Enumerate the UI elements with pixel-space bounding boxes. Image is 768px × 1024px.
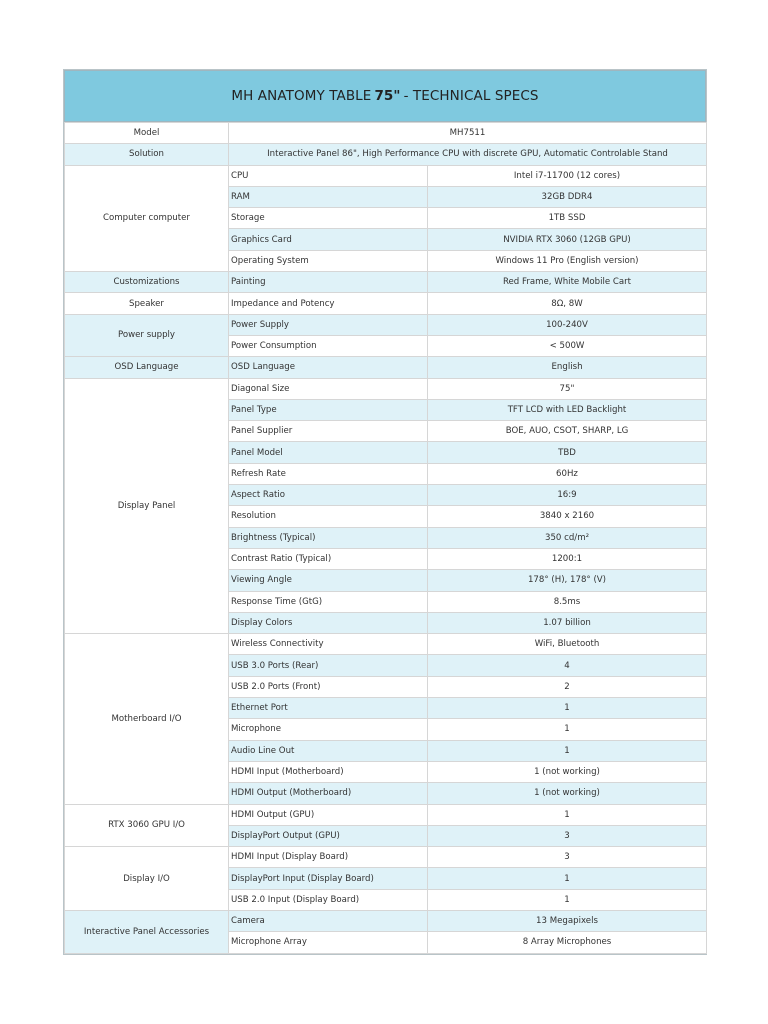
table-row bbox=[65, 634, 707, 655]
solution-value: Interactive Panel 86", High Performance CPU with discrete GPU, Automatic Controlable Stand bbox=[229, 144, 707, 165]
category-cell: Interactive Panel Accessories bbox=[65, 910, 229, 953]
value-cell: 13 Megapixels bbox=[428, 910, 707, 931]
parameter-cell: Ethernet Port bbox=[229, 698, 428, 719]
value-cell: 100-240V bbox=[428, 314, 707, 335]
parameter-cell: Microphone Array bbox=[229, 932, 428, 953]
value-cell: WiFi, Bluetooth bbox=[428, 634, 707, 655]
value-cell: 3840 x 2160 bbox=[428, 506, 707, 527]
model-label: Model bbox=[65, 123, 229, 144]
value-cell: TFT LCD with LED Backlight bbox=[428, 399, 707, 420]
value-cell: 178° (H), 178° (V) bbox=[428, 570, 707, 591]
title-prefix: MH ANATOMY TABLE bbox=[231, 88, 372, 104]
parameter-cell: USB 2.0 Ports (Front) bbox=[229, 676, 428, 697]
table-row bbox=[65, 847, 707, 868]
table-row bbox=[65, 272, 707, 293]
table-row bbox=[65, 314, 707, 335]
category-cell: OSD Language bbox=[65, 357, 229, 378]
value-cell: 1 bbox=[428, 719, 707, 740]
parameter-cell: HDMI Input (Motherboard) bbox=[229, 761, 428, 782]
parameter-cell: Diagonal Size bbox=[229, 378, 428, 399]
parameter-cell: Painting bbox=[229, 272, 428, 293]
parameter-cell: Power Supply bbox=[229, 314, 428, 335]
value-cell: 3 bbox=[428, 847, 707, 868]
value-cell: 1.07 billion bbox=[428, 612, 707, 633]
value-cell: 2 bbox=[428, 676, 707, 697]
value-cell: 1 bbox=[428, 740, 707, 761]
category-cell: Customizations bbox=[65, 272, 229, 293]
parameter-cell: Microphone bbox=[229, 719, 428, 740]
value-cell: 1TB SSD bbox=[428, 208, 707, 229]
category-cell: Display I/O bbox=[65, 847, 229, 911]
category-cell: Speaker bbox=[65, 293, 229, 314]
table-row bbox=[65, 378, 707, 399]
parameter-cell: Viewing Angle bbox=[229, 570, 428, 591]
parameter-cell: Panel Model bbox=[229, 442, 428, 463]
value-cell: Windows 11 Pro (English version) bbox=[428, 250, 707, 271]
parameter-cell: Contrast Ratio (Typical) bbox=[229, 548, 428, 569]
value-cell: 8Ω, 8W bbox=[428, 293, 707, 314]
value-cell: 8 Array Microphones bbox=[428, 932, 707, 953]
spec-table bbox=[64, 122, 707, 954]
value-cell: TBD bbox=[428, 442, 707, 463]
parameter-cell: Power Consumption bbox=[229, 335, 428, 356]
table-row bbox=[65, 357, 707, 378]
value-cell: 1 (not working) bbox=[428, 783, 707, 804]
value-cell: Intel i7-11700 (12 cores) bbox=[428, 165, 707, 186]
value-cell: 1 bbox=[428, 889, 707, 910]
value-cell: 1 bbox=[428, 698, 707, 719]
parameter-cell: Display Colors bbox=[229, 612, 428, 633]
parameter-cell: Graphics Card bbox=[229, 229, 428, 250]
title-size: 75" bbox=[374, 88, 401, 104]
parameter-cell: Panel Type bbox=[229, 399, 428, 420]
parameter-cell: Camera bbox=[229, 910, 428, 931]
value-cell: 1 bbox=[428, 804, 707, 825]
parameter-cell: HDMI Output (GPU) bbox=[229, 804, 428, 825]
parameter-cell: Refresh Rate bbox=[229, 463, 428, 484]
value-cell: English bbox=[428, 357, 707, 378]
parameter-cell: RAM bbox=[229, 186, 428, 207]
solution-row bbox=[65, 144, 707, 165]
model-value: MH7511 bbox=[229, 123, 707, 144]
table-row bbox=[65, 165, 707, 186]
parameter-cell: CPU bbox=[229, 165, 428, 186]
parameter-cell: Impedance and Potency bbox=[229, 293, 428, 314]
parameter-cell: Panel Supplier bbox=[229, 421, 428, 442]
parameter-cell: Operating System bbox=[229, 250, 428, 271]
parameter-cell: OSD Language bbox=[229, 357, 428, 378]
value-cell: 16:9 bbox=[428, 485, 707, 506]
value-cell: 1200:1 bbox=[428, 548, 707, 569]
parameter-cell: Resolution bbox=[229, 506, 428, 527]
category-cell: RTX 3060 GPU I/O bbox=[65, 804, 229, 847]
parameter-cell: Aspect Ratio bbox=[229, 485, 428, 506]
spec-sheet bbox=[63, 69, 707, 955]
parameter-cell: Brightness (Typical) bbox=[229, 527, 428, 548]
parameter-cell: Response Time (GtG) bbox=[229, 591, 428, 612]
parameter-cell: DisplayPort Output (GPU) bbox=[229, 825, 428, 846]
category-cell: Motherboard I/O bbox=[65, 634, 229, 804]
category-cell: Display Panel bbox=[65, 378, 229, 634]
value-cell: 1 (not working) bbox=[428, 761, 707, 782]
parameter-cell: Wireless Connectivity bbox=[229, 634, 428, 655]
solution-label: Solution bbox=[65, 144, 229, 165]
category-cell: Power supply bbox=[65, 314, 229, 357]
page-title bbox=[64, 70, 706, 122]
value-cell: 350 cd/m² bbox=[428, 527, 707, 548]
parameter-cell: USB 2.0 Input (Display Board) bbox=[229, 889, 428, 910]
value-cell: 60Hz bbox=[428, 463, 707, 484]
title-suffix: - TECHNICAL SPECS bbox=[403, 88, 539, 104]
parameter-cell: DisplayPort Input (Display Board) bbox=[229, 868, 428, 889]
value-cell: 1 bbox=[428, 868, 707, 889]
parameter-cell: USB 3.0 Ports (Rear) bbox=[229, 655, 428, 676]
value-cell: NVIDIA RTX 3060 (12GB GPU) bbox=[428, 229, 707, 250]
value-cell: BOE, AUO, CSOT, SHARP, LG bbox=[428, 421, 707, 442]
value-cell: Red Frame, White Mobile Cart bbox=[428, 272, 707, 293]
parameter-cell: HDMI Output (Motherboard) bbox=[229, 783, 428, 804]
model-row bbox=[65, 123, 707, 144]
table-row bbox=[65, 910, 707, 931]
parameter-cell: HDMI Input (Display Board) bbox=[229, 847, 428, 868]
parameter-cell: Audio Line Out bbox=[229, 740, 428, 761]
value-cell: 3 bbox=[428, 825, 707, 846]
value-cell: 32GB DDR4 bbox=[428, 186, 707, 207]
table-row bbox=[65, 804, 707, 825]
value-cell: 8.5ms bbox=[428, 591, 707, 612]
value-cell: 4 bbox=[428, 655, 707, 676]
value-cell: < 500W bbox=[428, 335, 707, 356]
value-cell: 75" bbox=[428, 378, 707, 399]
category-cell: Computer computer bbox=[65, 165, 229, 271]
table-row bbox=[65, 293, 707, 314]
parameter-cell: Storage bbox=[229, 208, 428, 229]
